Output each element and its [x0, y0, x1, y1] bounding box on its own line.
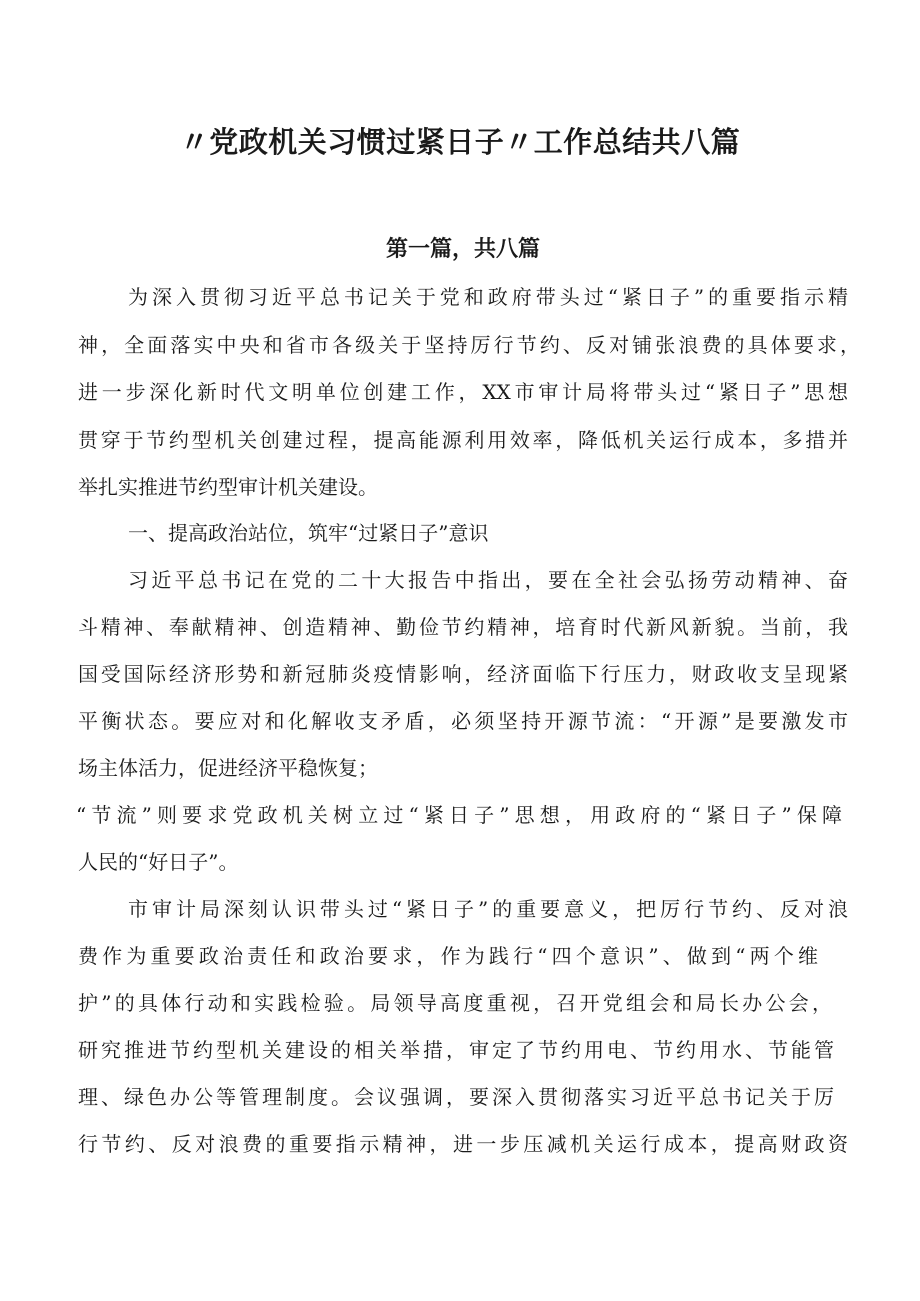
- section-heading: 第一篇，共八篇: [385, 237, 540, 262]
- body-text-line: 市审计局深刻认识带头过“紧日子”的重要意义，把厉行节约、反对浪: [128, 897, 848, 921]
- document-title: 〃党政机关习惯过紧日子〃工作总结共八篇: [179, 125, 741, 159]
- body-text-line: 人民的“好日子”。: [78, 850, 239, 874]
- body-text-line: 举扎实推进节约型审计机关建设。: [78, 475, 378, 499]
- body-text-line: 理、绿色办公等管理制度。会议强调，要深入贯彻落实习近平总书记关于厉: [78, 1085, 834, 1109]
- body-text-line: 费作为重要政治责任和政治要求，作为践行“四个意识”、做到“两个维: [78, 944, 818, 968]
- body-text-line: 国受国际经济形势和新冠肺炎疫情影响，经济面临下行压力，财政收支呈现紧: [78, 662, 848, 686]
- subheading-line: 一、提高政治站位，筑牢“过紧日子”意识: [128, 521, 489, 545]
- body-text-line: “节流”则要求党政机关树立过“紧日子”思想，用政府的“紧日子”保障: [76, 803, 842, 827]
- body-text-line: 护”的具体行动和实践检验。局领导高度重视，召开党组会和局长办公会，: [78, 991, 832, 1015]
- body-text-line: 研究推进节约型机关建设的相关举措，审定了节约用电、节约用水、节能管: [78, 1038, 834, 1062]
- body-text-line: 进一步深化新时代文明单位创建工作，XX市审计局将带头过“紧日子”思想: [78, 380, 848, 404]
- body-text-line: 斗精神、奉献精神、创造精神、勤俭节约精神，培育时代新风新貌。当前，我: [78, 615, 848, 639]
- body-text-line: 习近平总书记在党的二十大报告中指出，要在全社会弘扬劳动精神、奋: [128, 568, 848, 592]
- body-text-line: 神，全面落实中央和省市各级关于坚持厉行节约、反对铺张浪费的具体要求，: [78, 333, 860, 357]
- body-text-line: 为深入贯彻习近平总书记关于党和政府带头过“紧日子”的重要指示精: [128, 285, 848, 309]
- body-text-line: 行节约、反对浪费的重要指示精神，进一步压减机关运行成本，提高财政资: [78, 1132, 848, 1156]
- body-text-line: 场主体活力，促进经济平稳恢复；: [78, 756, 378, 780]
- body-text-line: 贯穿于节约型机关创建过程，提高能源利用效率，降低机关运行成本，多措并: [78, 428, 848, 452]
- body-text-line: 平衡状态。要应对和化解收支矛盾，必须坚持开源节流：“开源”是要激发市: [78, 709, 848, 733]
